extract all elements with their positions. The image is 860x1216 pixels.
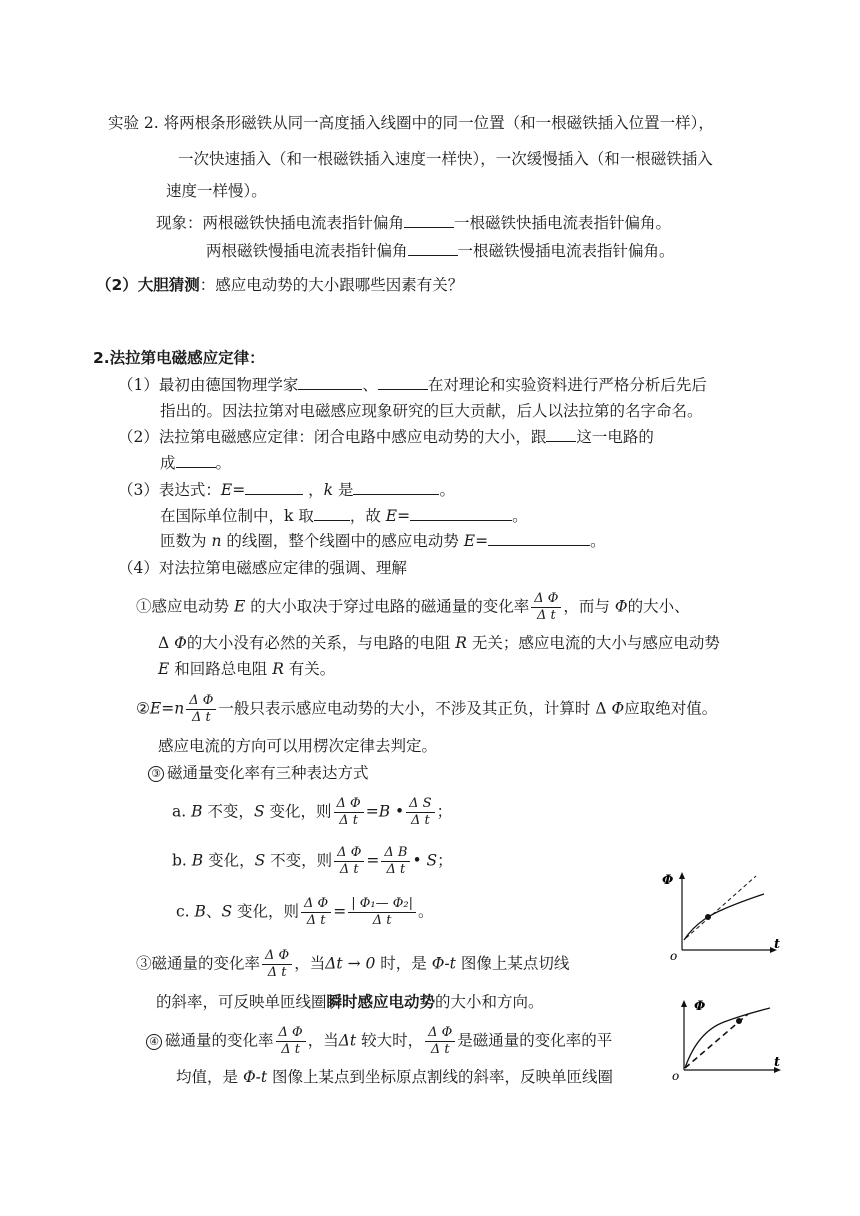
x-axis-label: t xyxy=(774,937,781,952)
answer-blank[interactable] xyxy=(408,240,458,256)
point-1-line-1: ①感应电动势 E 的大小取决于穿过电路的磁通量的变化率 $\frac{\text{Δ Φ}}{\text{Δ t}}$ ，而与 Φ的大小、 xyxy=(136,591,690,623)
point-1-line-3: E 和回路总电阻 R 有关。 xyxy=(158,660,336,678)
fraction: $\frac{\text{Δ S}}{\text{Δ t}}$ xyxy=(406,797,434,828)
item-1-line-2: 指出的。因法拉第对电磁感应现象研究的巨大贡献，后人以法拉第的名字命名。 xyxy=(160,402,703,420)
y-axis-arrow xyxy=(679,872,685,879)
fraction: $\frac{\text{Δ Φ}}{\text{Δ t}}$ xyxy=(425,1026,455,1057)
phi-t-tangent-graph xyxy=(660,862,784,962)
phi-curve xyxy=(684,894,764,940)
case-c: c. B、S 变化，则 $\frac{\text{Δ Φ}}{\text{Δ t}}$ = $\frac{\text{| Φ₁— Φ₂|}}{\text{Δ t}}$ 。 xyxy=(176,896,434,928)
fraction: $\frac{\text{Δ Φ}}{\text{Δ t}}$ xyxy=(531,592,561,623)
answer-blank[interactable] xyxy=(546,426,576,442)
answer-blank[interactable] xyxy=(176,452,216,468)
item-3-line-2: 在国际单位制中，k 取 ，故 E= 。 xyxy=(160,507,528,525)
y-axis-arrow xyxy=(681,1000,687,1007)
exp2-line-2: 一次快速插入（和一根磁铁插入速度一样快），一次缓慢插入（和一根磁铁插入 xyxy=(178,150,713,168)
y-axis-label: Φ xyxy=(662,873,674,888)
secant-point xyxy=(736,1018,742,1024)
answer-blank[interactable] xyxy=(353,479,439,495)
answer-blank[interactable] xyxy=(378,374,428,390)
point-3b-line-2: 的斜率，可反映单匝线圈瞬时感应电动势的大小和方向。 xyxy=(156,992,544,1011)
section-heading: 2.法拉第电磁感应定律： xyxy=(93,349,265,367)
bold-guess-line: （2）大胆猜测：感应电动势的大小跟哪些因素有关？ xyxy=(96,276,464,294)
point-4-line-1: ④ 磁通量的变化率 $\frac{\text{Δ Φ}}{\text{Δ t}}$ ，当Δt 较大时， $\frac{\text{Δ Φ}}{\text{Δ t}}$ 是磁通量的变化率的平 xyxy=(146,1026,612,1057)
item-2-line-1: （2）法拉第电磁感应定律：闭合电路中感应电动势的大小，跟 这一电路的 xyxy=(118,428,654,446)
point-4-line-2: 均值，是 Φ-t 图像上某点到坐标原点割线的斜率，反映单匝线圈 xyxy=(176,1068,614,1086)
point-2-line-1: ②E=n $\frac{\text{Δ Φ}}{\text{Δ t}}$ 一般只表示感应电动势的大小，不涉及其正负，计算时 Δ Φ应取绝对值。 xyxy=(136,693,718,725)
point-2-line-2: 感应电流的方向可以用楞次定律去判定。 xyxy=(158,737,438,755)
answer-blank[interactable] xyxy=(488,530,590,546)
phi-curve xyxy=(685,1008,770,1068)
point-1-line-2: Δ Φ的大小没有必然的关系，与电路的电阻 R 无关；感应电流的大小与感应电动势 xyxy=(158,634,720,652)
y-axis-label: Φ xyxy=(694,999,706,1014)
origin-label: o xyxy=(672,1069,680,1083)
item-1-line-1: （1）最初由德国物理学家 、 在对理论和实验资料进行严格分析后先后 xyxy=(118,376,707,394)
point-3-title: ③ 磁通量变化率有三种表达方式 xyxy=(148,762,369,784)
answer-blank[interactable] xyxy=(314,505,350,521)
fraction: $\frac{\text{Δ Φ}}{\text{Δ t}}$ xyxy=(334,846,364,877)
item-2-line-2: 成 。 xyxy=(160,454,232,472)
answer-blank[interactable] xyxy=(404,212,454,228)
answer-blank[interactable] xyxy=(298,374,362,390)
fraction: $\frac{\text{Δ Φ}}{\text{Δ t}}$ xyxy=(186,694,216,725)
fraction: $\frac{\text{Δ Φ}}{\text{Δ t}}$ xyxy=(301,897,331,928)
fraction: $\frac{\text{Δ Φ}}{\text{Δ t}}$ xyxy=(262,949,292,980)
answer-blank[interactable] xyxy=(410,505,512,521)
case-a: a. B 不变，S 变化，则 $\frac{\text{Δ Φ}}{\text{Δ t}}$ =B • $\frac{\text{Δ S}}{\text{Δ t}}$ ； xyxy=(172,796,453,828)
phenomenon-line-2: 两根磁铁慢插电流表指针偏角 一根磁铁慢插电流表指针偏角。 xyxy=(206,242,675,260)
guess-label: （2）大胆猜测 xyxy=(96,276,200,294)
fraction: $\frac{\text{| Φ₁— Φ₂|}}{\text{Δ t}}$ xyxy=(348,897,416,928)
phenomenon-line-1: 现象：两根磁铁快插电流表指针偏角 一根磁铁快插电流表指针偏角。 xyxy=(156,214,672,232)
case-b: b. B 变化，S 不变，则 $\frac{\text{Δ Φ}}{\text{Δ t}}$ = $\frac{\text{Δ B}}{\text{Δ t}}$ • S； xyxy=(172,845,453,877)
x-axis-label: t xyxy=(774,1055,781,1070)
fraction: $\frac{\text{Δ Φ}}{\text{Δ t}}$ xyxy=(334,797,364,828)
fraction: $\frac{\text{Δ Φ}}{\text{Δ t}}$ xyxy=(276,1026,306,1057)
tangent-line xyxy=(686,876,756,938)
item-3-line-3: 匝数为 n 的线圈，整个线圈中的感应电动势 E= 。 xyxy=(160,532,606,550)
fraction: $\frac{\text{Δ B}}{\text{Δ t}}$ xyxy=(381,846,410,877)
exp2-line-1: 实验 2. 将两根条形磁铁从同一高度插入线圈中的同一位置（和一根磁铁插入位置一样）， xyxy=(108,114,714,132)
answer-blank[interactable] xyxy=(245,479,303,495)
item-3-line-1: （3）表达式：E= ，k 是 。 xyxy=(118,481,455,499)
item-4-heading: （4）对法拉第电磁感应定律的强调、理解 xyxy=(118,559,407,577)
tangent-point xyxy=(705,914,711,920)
exp2-line-3: 速度一样慢）。 xyxy=(166,182,267,200)
origin-label: o xyxy=(670,949,678,962)
phi-t-secant-graph xyxy=(668,994,788,1084)
point-3b-line-1: ③磁通量的变化率 $\frac{\text{Δ Φ}}{\text{Δ t}}$ ，当Δt → 0 时，是 Φ-t 图像上某点切线 xyxy=(136,948,570,980)
